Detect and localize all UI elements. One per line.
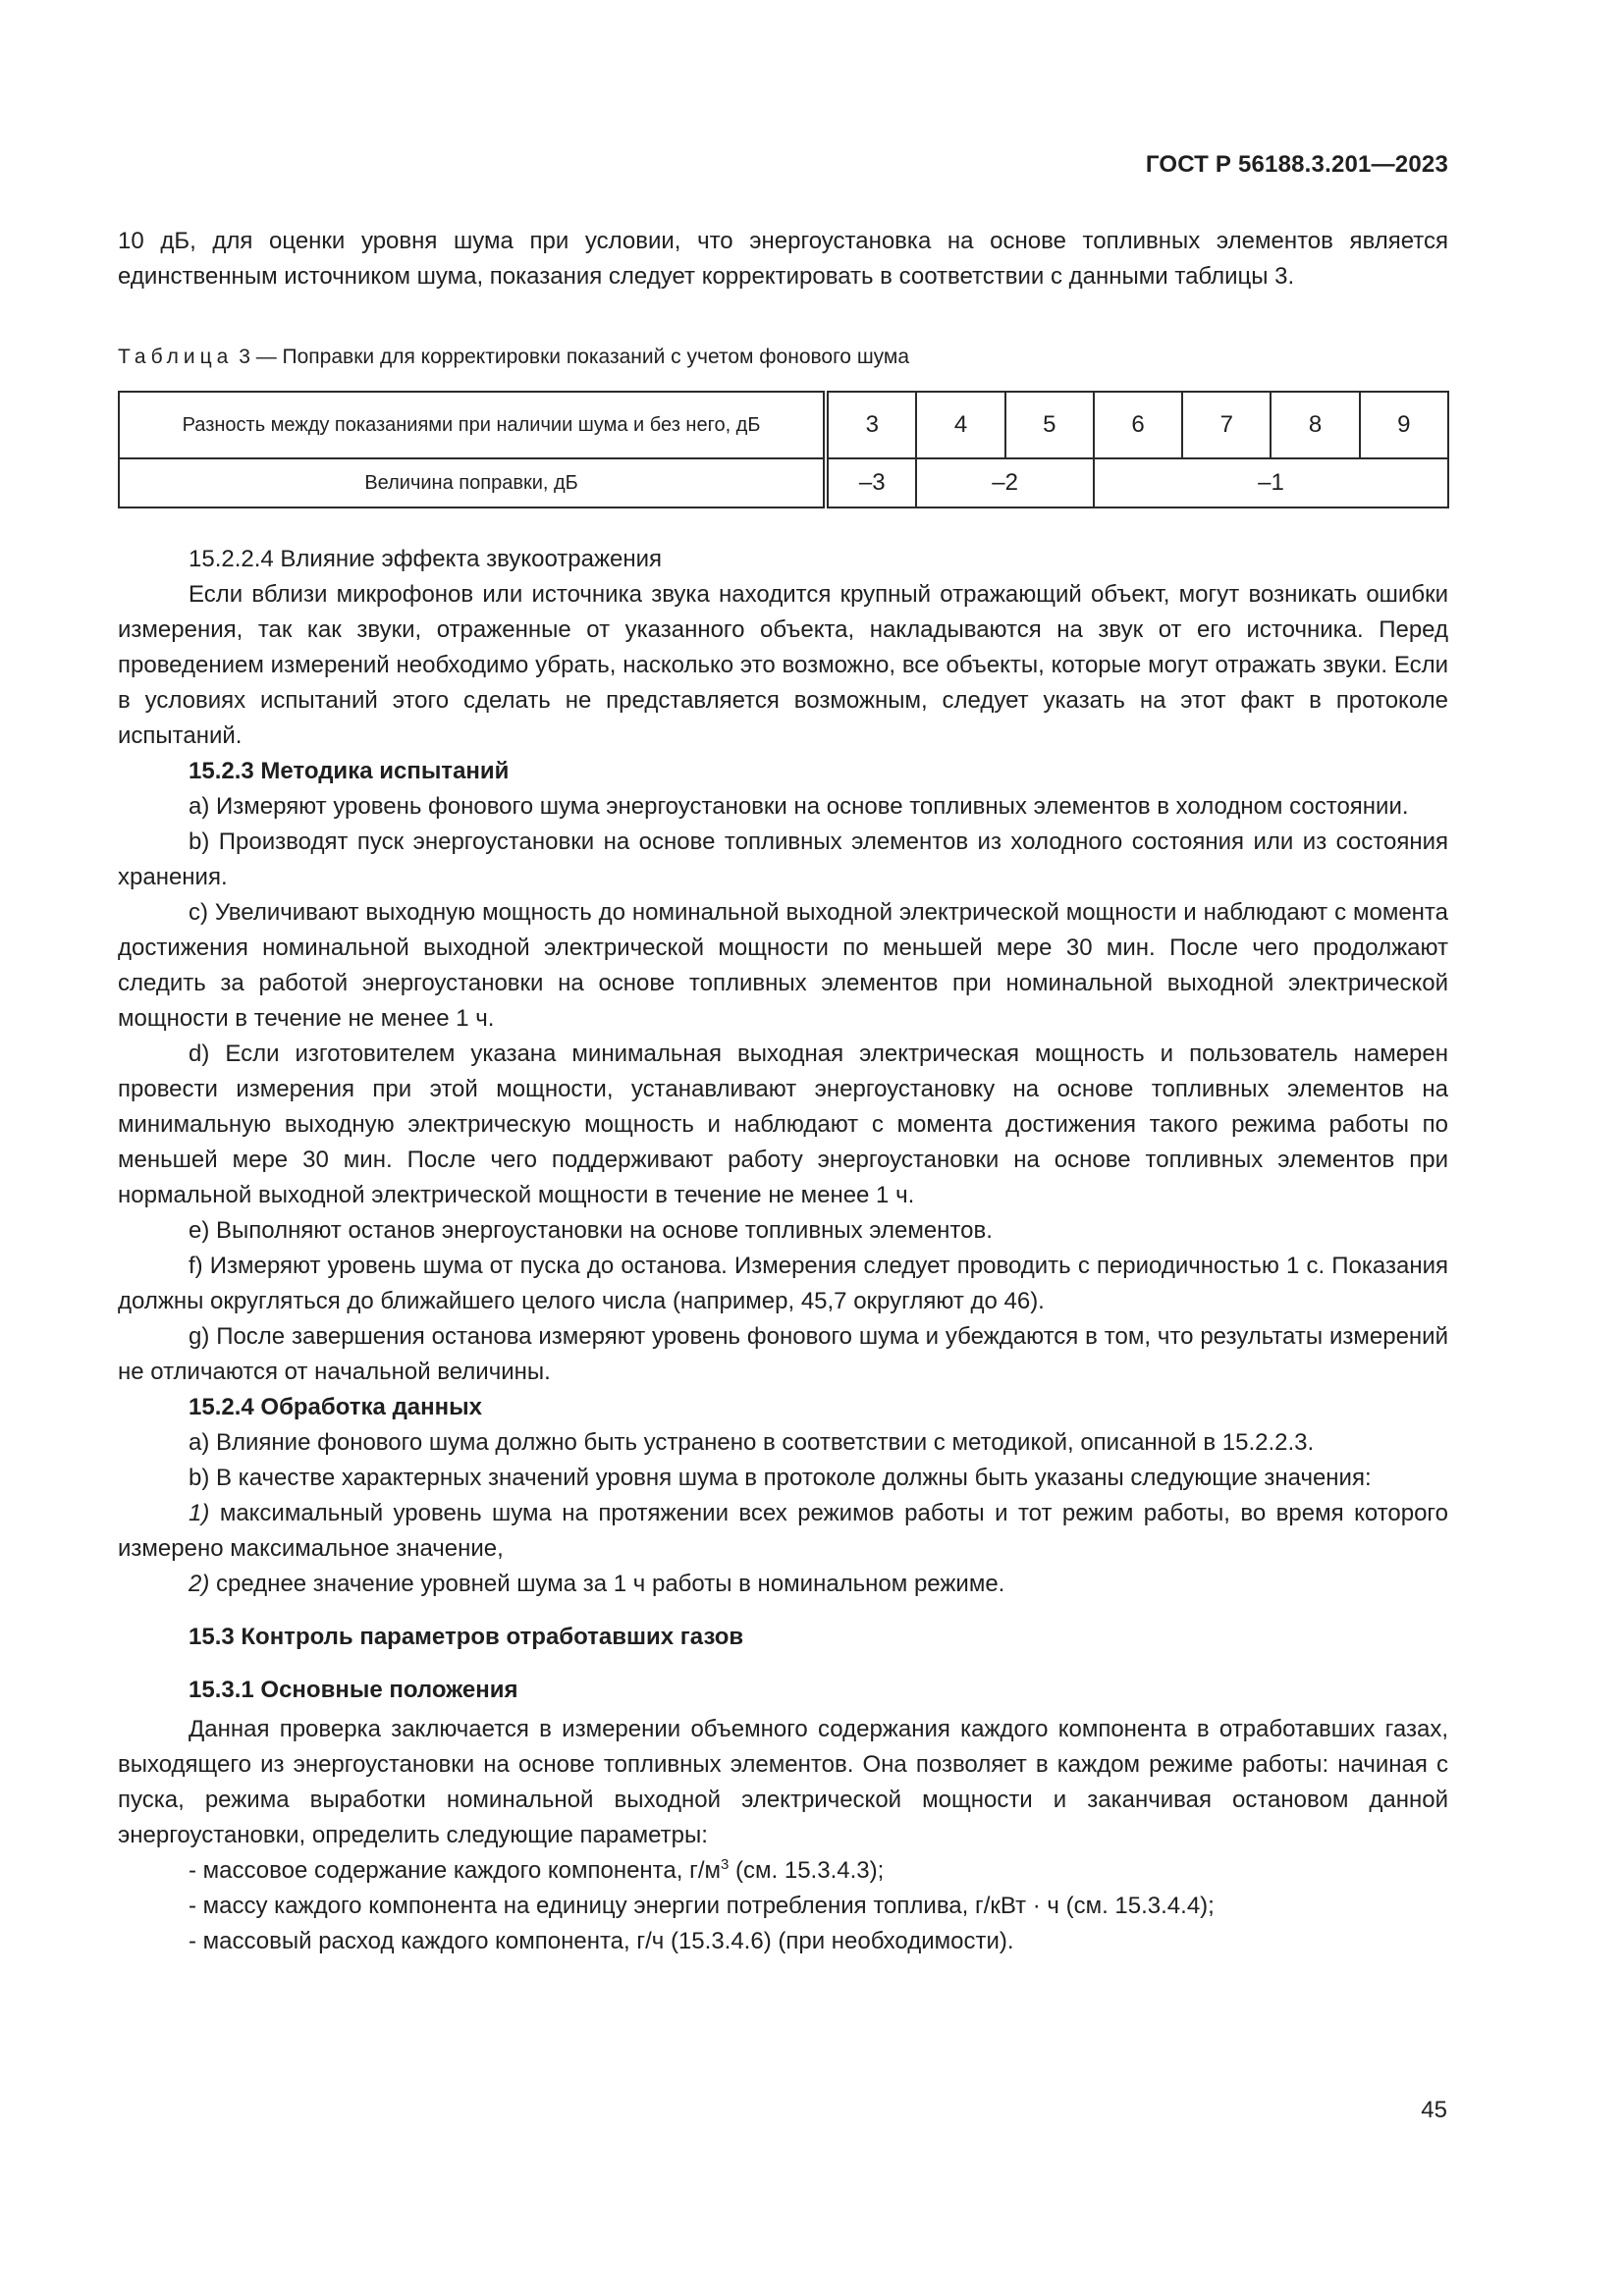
list-item: b) В качестве характерных значений уровня шума в протоколе должны быть указаны следующие значения: — [189, 1465, 1372, 1491]
section-text-15-3-1: Данная проверка заключается в измерении объемного содержания каждого компонента в отработавших газах, выходящего из энергоустановки на основе топливных элементов. Она позволяет в каждом режиме работы: начиная с пуска, режима выработки номинальной выходной электрической мощности и заканчивая остановом данной энергоустановки, определить следующие параметры: — [118, 1716, 1448, 1848]
sub-item-text: среднее значение уровней шума за 1 ч работы в номинальном режиме. — [216, 1571, 1005, 1597]
table-cell-difference: 4 — [916, 392, 1004, 458]
section-title-15-2-4: 15.2.4 Обработка данных — [189, 1394, 482, 1420]
table-row-header-correction: Величина поправки, дБ — [119, 458, 826, 507]
section-title-15-2-3: 15.2.3 Методика испытаний — [189, 758, 510, 784]
section-title-15-3: 15.3 Контроль параметров отработавших газов — [189, 1624, 744, 1650]
page-number: 45 — [1421, 2097, 1447, 2123]
list-item: g) После завершения останова измеряют уровень фонового шума и убеждаются в том, что результаты измерений не отличаются от начальной величины. — [118, 1323, 1448, 1385]
sub-list-item — [118, 1496, 1448, 1567]
table-row-corrections — [119, 458, 1448, 507]
list-item: e) Выполняют останов энергоустановки на основе топливных элементов. — [189, 1217, 993, 1244]
bullet-text-end: (см. 15.3.4.3); — [729, 1857, 885, 1884]
table-cell-difference: 5 — [1005, 392, 1094, 458]
table-cell-correction: –1 — [1094, 458, 1448, 507]
table-cell-correction: –2 — [916, 458, 1094, 507]
sub-item-text: максимальный уровень шума на протяжении всех режимов работы и тот режим работы, во время которого измерено максимальное значение, — [118, 1500, 1449, 1562]
table-cell-difference: 7 — [1182, 392, 1271, 458]
main-body — [118, 542, 1448, 1959]
intro-paragraph: 10 дБ, для оценки уровня шума при условии, что энергоустановка на основе топливных элементов является единственным источником шума, показания следует корректировать в соответствии с данными таблицы 3. — [118, 228, 1448, 290]
correction-table — [118, 391, 1449, 508]
table-cell-difference: 9 — [1360, 392, 1448, 458]
list-item: a) Влияние фонового шума должно быть устранено в соответствии с методикой, описанной в 15.2.2.3. — [189, 1429, 1315, 1456]
list-item: b) Производят пуск энергоустановки на основе топливных элементов из холодного состояния или из состояния хранения. — [118, 828, 1448, 890]
intro-block — [118, 224, 1448, 294]
sub-item-number: 1) — [189, 1500, 210, 1526]
table-row-header-difference: Разность между показаниями при наличии шума и без него, дБ — [119, 392, 826, 458]
table-cell-difference: 8 — [1271, 392, 1359, 458]
section-title-15-2-2-4: 15.2.2.4 Влияние эффекта звукоотражения — [189, 546, 663, 572]
section-title-15-3-1: 15.3.1 Основные положения — [189, 1677, 518, 1703]
sub-list-item — [118, 1567, 1448, 1602]
table-cell-difference: 3 — [826, 392, 916, 458]
sub-item-number: 2) — [189, 1571, 210, 1597]
bullet-item — [118, 1853, 1448, 1889]
bullet-item: - массу каждого компонента на единицу энергии потребления топлива, г/кВт · ч (см. 15.3.4.4); — [189, 1893, 1215, 1919]
list-item: a) Измеряют уровень фонового шума энергоустановки на основе топливных элементов в холодном состоянии. — [189, 793, 1409, 820]
standard-code-header: ГОСТ Р 56188.3.201—2023 — [1145, 151, 1448, 178]
superscript: 3 — [721, 1856, 730, 1873]
table-caption-text: 3 — Поправки для корректировки показаний с учетом фонового шума — [239, 346, 910, 368]
section-text-15-2-2-4: Если вблизи микрофонов или источника звука находится крупный отражающий объект, могут возникать ошибки измерения, так как звуки, отраженные от указанного объекта, накладываются на звук от его источника. Перед проведением измерений необходимо убрать, насколько это возможно, все объекты, которые могут отражать звуки. Если в условиях испытаний этого сделать не представляется возможным, следует указать на этот факт в протоколе испытаний. — [118, 581, 1448, 749]
table-caption-label: Таблица — [118, 346, 234, 368]
table-cell-difference: 6 — [1094, 392, 1182, 458]
bullet-text: - массовое содержание каждого компонента, г/м — [189, 1857, 722, 1884]
list-item: c) Увеличивают выходную мощность до номинальной выходной электрической мощности и наблюдают с момента достижения номинальной выходной электрической мощности по меньшей мере 30 мин. После чего продолжают следить за работой энергоустановки на основе топливных элементов при номинальной выходной электрической мощности в течение не менее 1 ч. — [118, 899, 1448, 1032]
table-row-differences — [119, 392, 1448, 458]
bullet-item: - массовый расход каждого компонента, г/ч (15.3.4.6) (при необходимости). — [189, 1928, 1014, 1954]
list-item: d) Если изготовителем указана минимальная выходная электрическая мощность и пользователь намерен провести измерения при этой мощности, устанавливают энергоустановку на основе топливных элементов на минимальную выходную электрическую мощность и наблюдают с момента достижения такого режима работы по меньшей мере 30 мин. После чего поддерживают работу энергоустановки на основе топливных элементов при нормальной выходной электрической мощности в течение не менее 1 ч. — [118, 1041, 1448, 1208]
table-cell-correction: –3 — [826, 458, 916, 507]
table-caption — [118, 346, 909, 369]
list-item: f) Измеряют уровень шума от пуска до останова. Измерения следует проводить с периодичностью 1 с. Показания должны округляться до ближайшего целого числа (например, 45,7 округляют до 46). — [118, 1253, 1448, 1314]
